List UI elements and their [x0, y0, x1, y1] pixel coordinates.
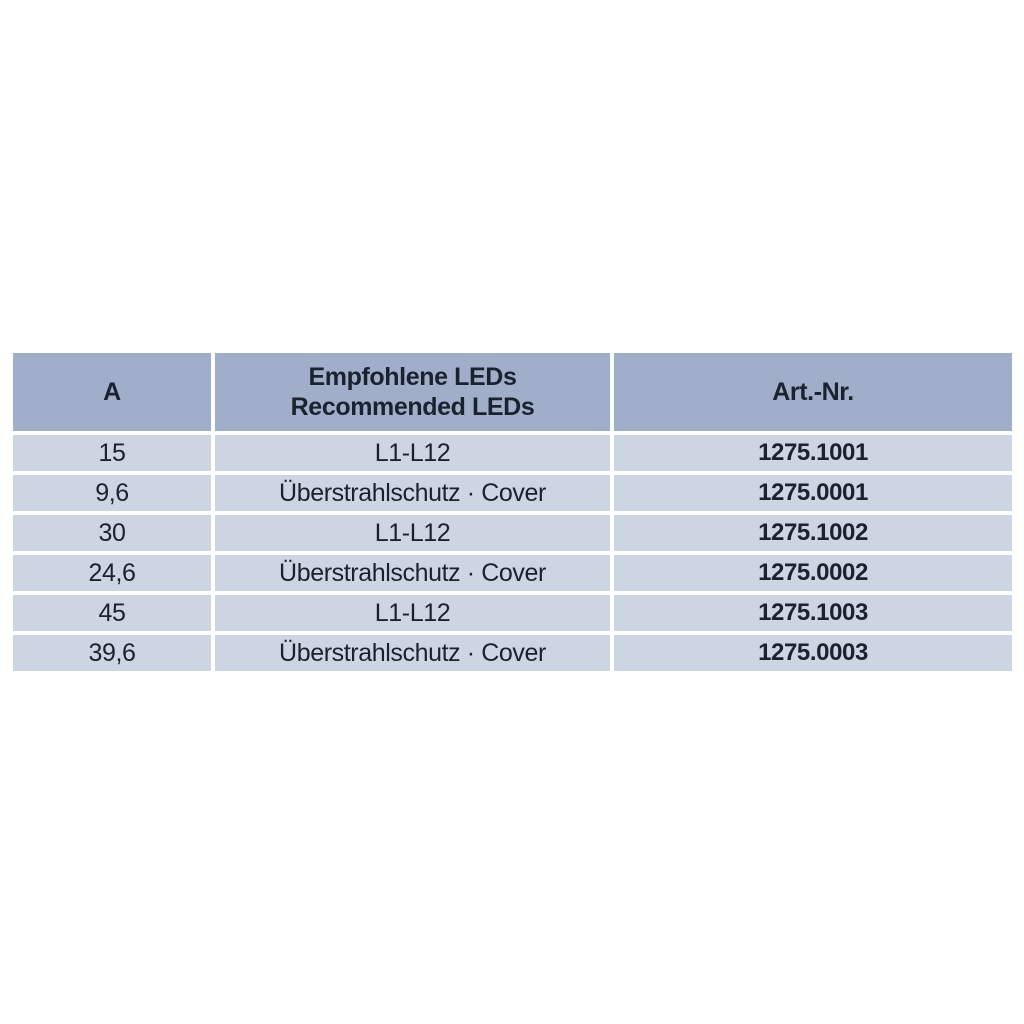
product-table — [13, 353, 1012, 671]
header-label-artnr: Art.-Nr. — [772, 378, 854, 406]
cell-leds: L1-L12 — [215, 435, 610, 471]
cell-a: 9,6 — [13, 475, 211, 511]
cell-leds: L1-L12 — [215, 595, 610, 631]
header-label-a: A — [103, 378, 121, 406]
cell-artnr: 1275.0001 — [614, 475, 1012, 511]
cell-leds: L1-L12 — [215, 515, 610, 551]
cell-a: 45 — [13, 595, 211, 631]
cell-artnr: 1275.0003 — [614, 635, 1012, 671]
cell-leds: Überstrahlschutz · Cover — [215, 635, 610, 671]
header-label-leds-de: Empfohlene LEDs — [308, 363, 517, 391]
cell-artnr: 1275.0002 — [614, 555, 1012, 591]
header-cell-a — [13, 353, 211, 431]
cell-artnr: 1275.1003 — [614, 595, 1012, 631]
header-label-leds-en: Recommended LEDs — [290, 393, 535, 421]
cell-a: 15 — [13, 435, 211, 471]
cell-a: 39,6 — [13, 635, 211, 671]
cell-a: 30 — [13, 515, 211, 551]
cell-artnr: 1275.1002 — [614, 515, 1012, 551]
header-cell-leds — [215, 353, 610, 431]
cell-leds: Überstrahlschutz · Cover — [215, 475, 610, 511]
cell-a: 24,6 — [13, 555, 211, 591]
cell-artnr: 1275.1001 — [614, 435, 1012, 471]
cell-leds: Überstrahlschutz · Cover — [215, 555, 610, 591]
header-cell-artnr — [614, 353, 1012, 431]
